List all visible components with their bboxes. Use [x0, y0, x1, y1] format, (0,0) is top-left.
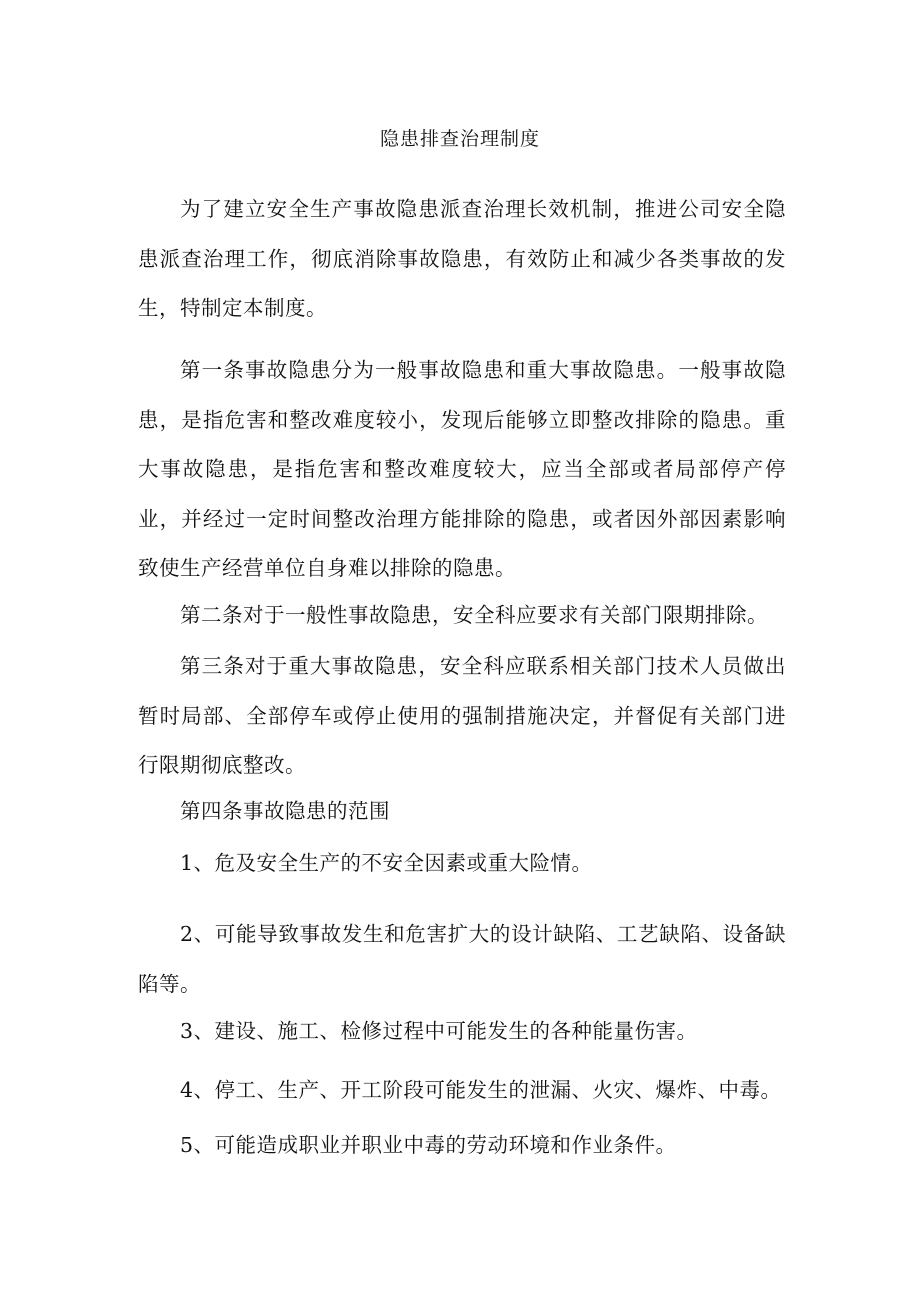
intro-paragraph: 为了建立安全生产事故隐患派查治理长效机制，推进公司安全隐患派查治理工作，彻底消除事故隐患，有效防止和减少各类事故的发生，特制定本制度。 [138, 197, 786, 320]
article-3-paragraph: 第三条对于重大事故隐患，安全科应联系相关部门技术人员做出暂时局部、全部停车或停止使用的强制措施决定，并督促有关部门进行限期彻底整改。 [138, 654, 786, 777]
document-title: 隐患排查治理制度 [379, 128, 540, 150]
article-4-heading: 第四条事故隐患的范围 [180, 799, 390, 823]
list-item-5: 5、可能造成职业并职业中毒的劳动环境和作业条件。 [180, 1133, 677, 1157]
list-item-3: 3、建设、施工、检修过程中可能发生的各种能量伤害。 [180, 1019, 698, 1043]
list-item-2: 2、可能导致事故发生和危害扩大的设计缺陷、工艺缺陷、设备缺陷等。 [138, 922, 786, 996]
article-1-paragraph: 第一条事故隐患分为一般事故隐患和重大事故隐患。一般事故隐患，是指危害和整改难度较小，发现后能够立即整改排除的隐患。重大事故隐患，是指危害和整改难度较大，应当全部或者局部停产停业，并经过一定时间整改治理方能排除的隐患，或者因外部因素影响致使生产经营单位自身难以排除的隐患。 [138, 358, 786, 580]
list-item-4: 4、停工、生产、开工阶段可能发生的泄漏、火灾、爆炸、中毒。 [180, 1078, 782, 1102]
article-2-paragraph: 第二条对于一般性事故隐患，安全科应要求有关部门限期排除。 [180, 603, 768, 627]
list-item-1: 1、危及安全生产的不安全因素或重大险情。 [180, 851, 593, 875]
